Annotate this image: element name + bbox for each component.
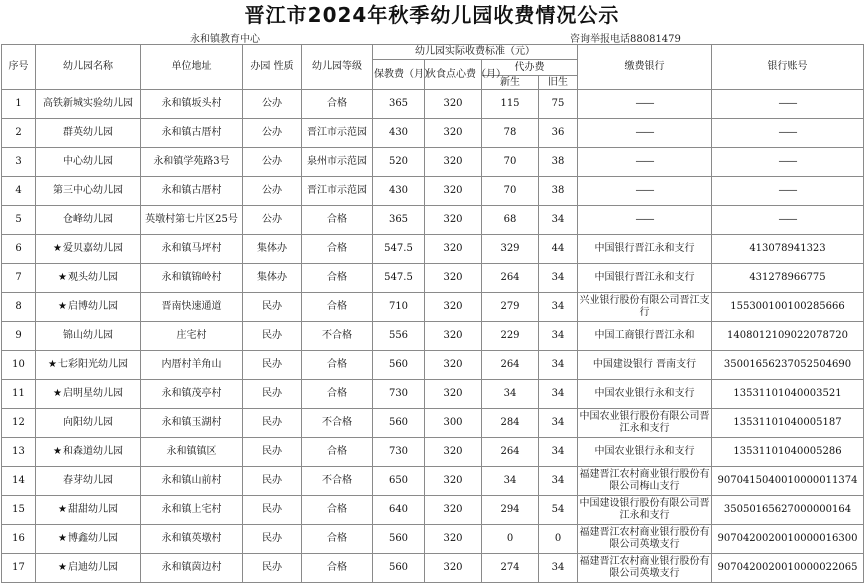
star-icon: ★ bbox=[58, 301, 67, 312]
header-bank: 缴费银行 bbox=[578, 45, 712, 90]
cell-nature: 公办 bbox=[243, 148, 302, 177]
cell-meal-fee: 320 bbox=[425, 90, 482, 119]
cell-new-student-fee: 34 bbox=[482, 467, 539, 496]
table-row bbox=[2, 467, 864, 496]
star-icon: ★ bbox=[53, 243, 62, 254]
header-meal-fee: 伙食点心费（月） bbox=[425, 60, 482, 90]
cell-kindergarten-name: ★爱贝嘉幼儿园 bbox=[36, 235, 141, 264]
cell-seq: 17 bbox=[2, 554, 36, 583]
header-name: 幼儿园名称 bbox=[36, 45, 141, 90]
cell-bank: 福建晋江农村商业银行股份有限公司英墩支行 bbox=[578, 554, 712, 583]
cell-bank: 中国农业银行永和支行 bbox=[578, 438, 712, 467]
cell-nature: 民办 bbox=[243, 496, 302, 525]
cell-old-student-fee: 34 bbox=[539, 554, 578, 583]
cell-kindergarten-name: 高铁新城实验幼儿园 bbox=[36, 90, 141, 119]
cell-seq: 7 bbox=[2, 264, 36, 293]
cell-kindergarten-name: ★和森道幼儿园 bbox=[36, 438, 141, 467]
cell-care-fee: 730 bbox=[373, 438, 425, 467]
cell-care-fee: 560 bbox=[373, 351, 425, 380]
cell-meal-fee: 320 bbox=[425, 554, 482, 583]
cell-kindergarten-name: ★启迪幼儿园 bbox=[36, 554, 141, 583]
cell-kindergarten-name: 第三中心幼儿园 bbox=[36, 177, 141, 206]
cell-nature: 公办 bbox=[243, 206, 302, 235]
cell-kindergarten-name: 春芽幼儿园 bbox=[36, 467, 141, 496]
header-address: 单位地址 bbox=[141, 45, 243, 90]
cell-old-student-fee: 44 bbox=[539, 235, 578, 264]
cell-address: 永和镇学苑路3号 bbox=[141, 148, 243, 177]
cell-meal-fee: 320 bbox=[425, 119, 482, 148]
cell-grade: 合格 bbox=[302, 206, 373, 235]
cell-new-student-fee: 274 bbox=[482, 554, 539, 583]
cell-care-fee: 640 bbox=[373, 496, 425, 525]
cell-meal-fee: 320 bbox=[425, 293, 482, 322]
star-icon: ★ bbox=[58, 533, 67, 544]
cell-old-student-fee: 34 bbox=[539, 380, 578, 409]
cell-nature: 民办 bbox=[243, 351, 302, 380]
cell-kindergarten-name: ★启博幼儿园 bbox=[36, 293, 141, 322]
cell-grade: 不合格 bbox=[302, 322, 373, 351]
complaint-hotline: 咨询举报电话88081479 bbox=[570, 34, 681, 45]
cell-seq: 2 bbox=[2, 119, 36, 148]
cell-account: 431278966775 bbox=[712, 264, 864, 293]
cell-old-student-fee: 38 bbox=[539, 148, 578, 177]
cell-grade: 合格 bbox=[302, 380, 373, 409]
cell-nature: 集体办 bbox=[243, 235, 302, 264]
cell-meal-fee: 320 bbox=[425, 525, 482, 554]
cell-seq: 16 bbox=[2, 525, 36, 554]
cell-bank: 中国建设银行 晋南支行 bbox=[578, 351, 712, 380]
table-row bbox=[2, 90, 864, 119]
cell-bank: 兴业银行股份有限公司晋江支行 bbox=[578, 293, 712, 322]
cell-meal-fee: 320 bbox=[425, 496, 482, 525]
cell-old-student-fee: 34 bbox=[539, 409, 578, 438]
cell-account: 13531101040003521 bbox=[712, 380, 864, 409]
cell-account: 13531101040005286 bbox=[712, 438, 864, 467]
cell-account: 9070415040010000011374 bbox=[712, 467, 864, 496]
cell-care-fee: 430 bbox=[373, 177, 425, 206]
cell-old-student-fee: 34 bbox=[539, 467, 578, 496]
cell-account: 155300100100285666 bbox=[712, 293, 864, 322]
cell-care-fee: 556 bbox=[373, 322, 425, 351]
table-row bbox=[2, 293, 864, 322]
cell-new-student-fee: 329 bbox=[482, 235, 539, 264]
cell-new-student-fee: 264 bbox=[482, 264, 539, 293]
cell-account: —— bbox=[712, 119, 864, 148]
cell-address: 永和镇山前村 bbox=[141, 467, 243, 496]
cell-account: 35050165627000000164 bbox=[712, 496, 864, 525]
cell-seq: 9 bbox=[2, 322, 36, 351]
cell-meal-fee: 320 bbox=[425, 351, 482, 380]
cell-old-student-fee: 34 bbox=[539, 293, 578, 322]
cell-meal-fee: 320 bbox=[425, 177, 482, 206]
cell-grade: 合格 bbox=[302, 351, 373, 380]
table-row bbox=[2, 264, 864, 293]
cell-bank: 福建晋江农村商业银行股份有限公司英墩支行 bbox=[578, 525, 712, 554]
cell-address: 内厝村羊角山 bbox=[141, 351, 243, 380]
cell-new-student-fee: 70 bbox=[482, 148, 539, 177]
cell-bank: 中国建设银行股份有限公司晋江永和支行 bbox=[578, 496, 712, 525]
star-icon: ★ bbox=[58, 272, 67, 283]
cell-bank: 中国银行晋江永和支行 bbox=[578, 235, 712, 264]
cell-old-student-fee: 36 bbox=[539, 119, 578, 148]
cell-seq: 5 bbox=[2, 206, 36, 235]
star-icon: ★ bbox=[48, 359, 57, 370]
cell-address: 永和镇锦岭村 bbox=[141, 264, 243, 293]
cell-bank: 中国工商银行晋江永和 bbox=[578, 322, 712, 351]
cell-seq: 6 bbox=[2, 235, 36, 264]
cell-account: —— bbox=[712, 206, 864, 235]
table-row bbox=[2, 409, 864, 438]
cell-new-student-fee: 0 bbox=[482, 525, 539, 554]
table-row bbox=[2, 380, 864, 409]
star-icon: ★ bbox=[53, 446, 62, 457]
cell-address: 永和镇茂亭村 bbox=[141, 380, 243, 409]
cell-new-student-fee: 78 bbox=[482, 119, 539, 148]
cell-grade: 合格 bbox=[302, 525, 373, 554]
cell-care-fee: 650 bbox=[373, 467, 425, 496]
header-fee-group: 幼儿园实际收费标准（元） bbox=[373, 45, 578, 60]
cell-account: —— bbox=[712, 148, 864, 177]
cell-bank: 中国农业银行永和支行 bbox=[578, 380, 712, 409]
header-account: 银行账号 bbox=[712, 45, 864, 90]
cell-meal-fee: 320 bbox=[425, 264, 482, 293]
table-row bbox=[2, 351, 864, 380]
cell-address: 庄宅村 bbox=[141, 322, 243, 351]
cell-grade: 合格 bbox=[302, 496, 373, 525]
cell-new-student-fee: 279 bbox=[482, 293, 539, 322]
cell-seq: 11 bbox=[2, 380, 36, 409]
cell-address: 英墩村第七片区25号 bbox=[141, 206, 243, 235]
header-new-student: 新生 bbox=[482, 76, 539, 90]
cell-grade: 合格 bbox=[302, 293, 373, 322]
table-row bbox=[2, 119, 864, 148]
header-seq: 序号 bbox=[2, 45, 36, 90]
header-nature: 办园 性质 bbox=[243, 45, 302, 90]
cell-grade: 合格 bbox=[302, 264, 373, 293]
cell-seq: 4 bbox=[2, 177, 36, 206]
cell-care-fee: 520 bbox=[373, 148, 425, 177]
cell-meal-fee: 320 bbox=[425, 438, 482, 467]
cell-grade: 不合格 bbox=[302, 467, 373, 496]
cell-meal-fee: 320 bbox=[425, 322, 482, 351]
cell-grade: 晋江市示范园 bbox=[302, 177, 373, 206]
cell-seq: 10 bbox=[2, 351, 36, 380]
cell-account: —— bbox=[712, 177, 864, 206]
cell-bank: 中国银行晋江永和支行 bbox=[578, 264, 712, 293]
table-row bbox=[2, 525, 864, 554]
cell-old-student-fee: 34 bbox=[539, 264, 578, 293]
cell-account: 35001656237052504690 bbox=[712, 351, 864, 380]
cell-care-fee: 547.5 bbox=[373, 235, 425, 264]
cell-new-student-fee: 229 bbox=[482, 322, 539, 351]
cell-bank: —— bbox=[578, 177, 712, 206]
cell-address: 永和镇镇区 bbox=[141, 438, 243, 467]
cell-new-student-fee: 264 bbox=[482, 438, 539, 467]
cell-address: 永和镇英墩村 bbox=[141, 525, 243, 554]
cell-care-fee: 730 bbox=[373, 380, 425, 409]
cell-old-student-fee: 75 bbox=[539, 90, 578, 119]
cell-care-fee: 710 bbox=[373, 293, 425, 322]
cell-care-fee: 560 bbox=[373, 409, 425, 438]
table-row bbox=[2, 148, 864, 177]
table-row bbox=[2, 554, 864, 583]
cell-address: 永和镇上宅村 bbox=[141, 496, 243, 525]
cell-care-fee: 560 bbox=[373, 554, 425, 583]
cell-bank: —— bbox=[578, 119, 712, 148]
table-row bbox=[2, 206, 864, 235]
cell-seq: 1 bbox=[2, 90, 36, 119]
cell-account: —— bbox=[712, 90, 864, 119]
cell-address: 永和镇古厝村 bbox=[141, 119, 243, 148]
cell-bank: 中国农业银行股份有限公司晋江永和支行 bbox=[578, 409, 712, 438]
cell-seq: 3 bbox=[2, 148, 36, 177]
cell-grade: 晋江市示范园 bbox=[302, 119, 373, 148]
cell-nature: 民办 bbox=[243, 380, 302, 409]
issuing-organization: 永和镇教育中心 bbox=[190, 34, 260, 45]
header-old-student: 旧生 bbox=[539, 76, 578, 90]
cell-old-student-fee: 0 bbox=[539, 525, 578, 554]
cell-nature: 公办 bbox=[243, 119, 302, 148]
cell-account: 9070420020010000016300 bbox=[712, 525, 864, 554]
cell-kindergarten-name: 仓峰幼儿园 bbox=[36, 206, 141, 235]
cell-meal-fee: 320 bbox=[425, 380, 482, 409]
cell-meal-fee: 300 bbox=[425, 409, 482, 438]
cell-care-fee: 547.5 bbox=[373, 264, 425, 293]
cell-nature: 公办 bbox=[243, 177, 302, 206]
cell-seq: 12 bbox=[2, 409, 36, 438]
table-row bbox=[2, 235, 864, 264]
cell-kindergarten-name: ★启明星幼儿园 bbox=[36, 380, 141, 409]
cell-address: 永和镇茵边村 bbox=[141, 554, 243, 583]
page-title: 晋江市2024年秋季幼儿园收费情况公示 bbox=[244, 3, 620, 27]
cell-care-fee: 560 bbox=[373, 525, 425, 554]
cell-grade: 合格 bbox=[302, 554, 373, 583]
cell-old-student-fee: 34 bbox=[539, 322, 578, 351]
cell-nature: 集体办 bbox=[243, 264, 302, 293]
star-icon: ★ bbox=[53, 388, 62, 399]
cell-nature: 民办 bbox=[243, 467, 302, 496]
cell-address: 永和镇马坪村 bbox=[141, 235, 243, 264]
cell-care-fee: 365 bbox=[373, 90, 425, 119]
cell-meal-fee: 320 bbox=[425, 235, 482, 264]
cell-kindergarten-name: ★甜甜幼儿园 bbox=[36, 496, 141, 525]
table-row bbox=[2, 322, 864, 351]
cell-new-student-fee: 294 bbox=[482, 496, 539, 525]
cell-old-student-fee: 34 bbox=[539, 206, 578, 235]
cell-account: 9070420020010000022065 bbox=[712, 554, 864, 583]
cell-bank: —— bbox=[578, 206, 712, 235]
cell-grade: 合格 bbox=[302, 235, 373, 264]
cell-bank: —— bbox=[578, 148, 712, 177]
cell-nature: 公办 bbox=[243, 90, 302, 119]
cell-kindergarten-name: ★观头幼儿园 bbox=[36, 264, 141, 293]
cell-grade: 合格 bbox=[302, 90, 373, 119]
cell-address: 晋南快速通道 bbox=[141, 293, 243, 322]
cell-kindergarten-name: 群英幼儿园 bbox=[36, 119, 141, 148]
cell-seq: 15 bbox=[2, 496, 36, 525]
cell-old-student-fee: 38 bbox=[539, 177, 578, 206]
cell-new-student-fee: 70 bbox=[482, 177, 539, 206]
cell-seq: 13 bbox=[2, 438, 36, 467]
star-icon: ★ bbox=[58, 562, 67, 573]
cell-kindergarten-name: ★博鑫幼儿园 bbox=[36, 525, 141, 554]
cell-meal-fee: 320 bbox=[425, 148, 482, 177]
cell-kindergarten-name: 向阳幼儿园 bbox=[36, 409, 141, 438]
header-agency-fee: 代办费 bbox=[482, 60, 578, 76]
table-row bbox=[2, 496, 864, 525]
fee-table bbox=[1, 44, 864, 583]
cell-nature: 民办 bbox=[243, 554, 302, 583]
cell-bank: 福建晋江农村商业银行股份有限公司梅山支行 bbox=[578, 467, 712, 496]
cell-seq: 8 bbox=[2, 293, 36, 322]
cell-new-student-fee: 68 bbox=[482, 206, 539, 235]
cell-grade: 合格 bbox=[302, 438, 373, 467]
cell-address: 永和镇玉湖村 bbox=[141, 409, 243, 438]
cell-old-student-fee: 54 bbox=[539, 496, 578, 525]
cell-nature: 民办 bbox=[243, 409, 302, 438]
cell-kindergarten-name: ★七彩阳光幼儿园 bbox=[36, 351, 141, 380]
cell-nature: 民办 bbox=[243, 438, 302, 467]
cell-new-student-fee: 264 bbox=[482, 351, 539, 380]
cell-seq: 14 bbox=[2, 467, 36, 496]
cell-address: 永和镇古厝村 bbox=[141, 177, 243, 206]
cell-nature: 民办 bbox=[243, 293, 302, 322]
header-grade: 幼儿园等级 bbox=[302, 45, 373, 90]
cell-account: 1408012109022078720 bbox=[712, 322, 864, 351]
cell-new-student-fee: 115 bbox=[482, 90, 539, 119]
cell-grade: 泉州市示范园 bbox=[302, 148, 373, 177]
cell-old-student-fee: 34 bbox=[539, 351, 578, 380]
table-row bbox=[2, 438, 864, 467]
cell-account: 413078941323 bbox=[712, 235, 864, 264]
cell-bank: —— bbox=[578, 90, 712, 119]
star-icon: ★ bbox=[58, 504, 67, 515]
cell-nature: 民办 bbox=[243, 525, 302, 554]
cell-kindergarten-name: 中心幼儿园 bbox=[36, 148, 141, 177]
cell-grade: 不合格 bbox=[302, 409, 373, 438]
header-care-fee: 保教费（月） bbox=[373, 60, 425, 90]
cell-care-fee: 430 bbox=[373, 119, 425, 148]
cell-old-student-fee: 34 bbox=[539, 438, 578, 467]
cell-new-student-fee: 284 bbox=[482, 409, 539, 438]
cell-kindergarten-name: 锦山幼儿园 bbox=[36, 322, 141, 351]
cell-nature: 民办 bbox=[243, 322, 302, 351]
cell-meal-fee: 320 bbox=[425, 206, 482, 235]
cell-meal-fee: 320 bbox=[425, 467, 482, 496]
subtitle-line bbox=[0, 30, 864, 44]
table-row bbox=[2, 177, 864, 206]
cell-account: 13531101040005187 bbox=[712, 409, 864, 438]
cell-care-fee: 365 bbox=[373, 206, 425, 235]
cell-address: 永和镇坂头村 bbox=[141, 90, 243, 119]
cell-new-student-fee: 34 bbox=[482, 380, 539, 409]
fee-table-body bbox=[2, 90, 864, 583]
